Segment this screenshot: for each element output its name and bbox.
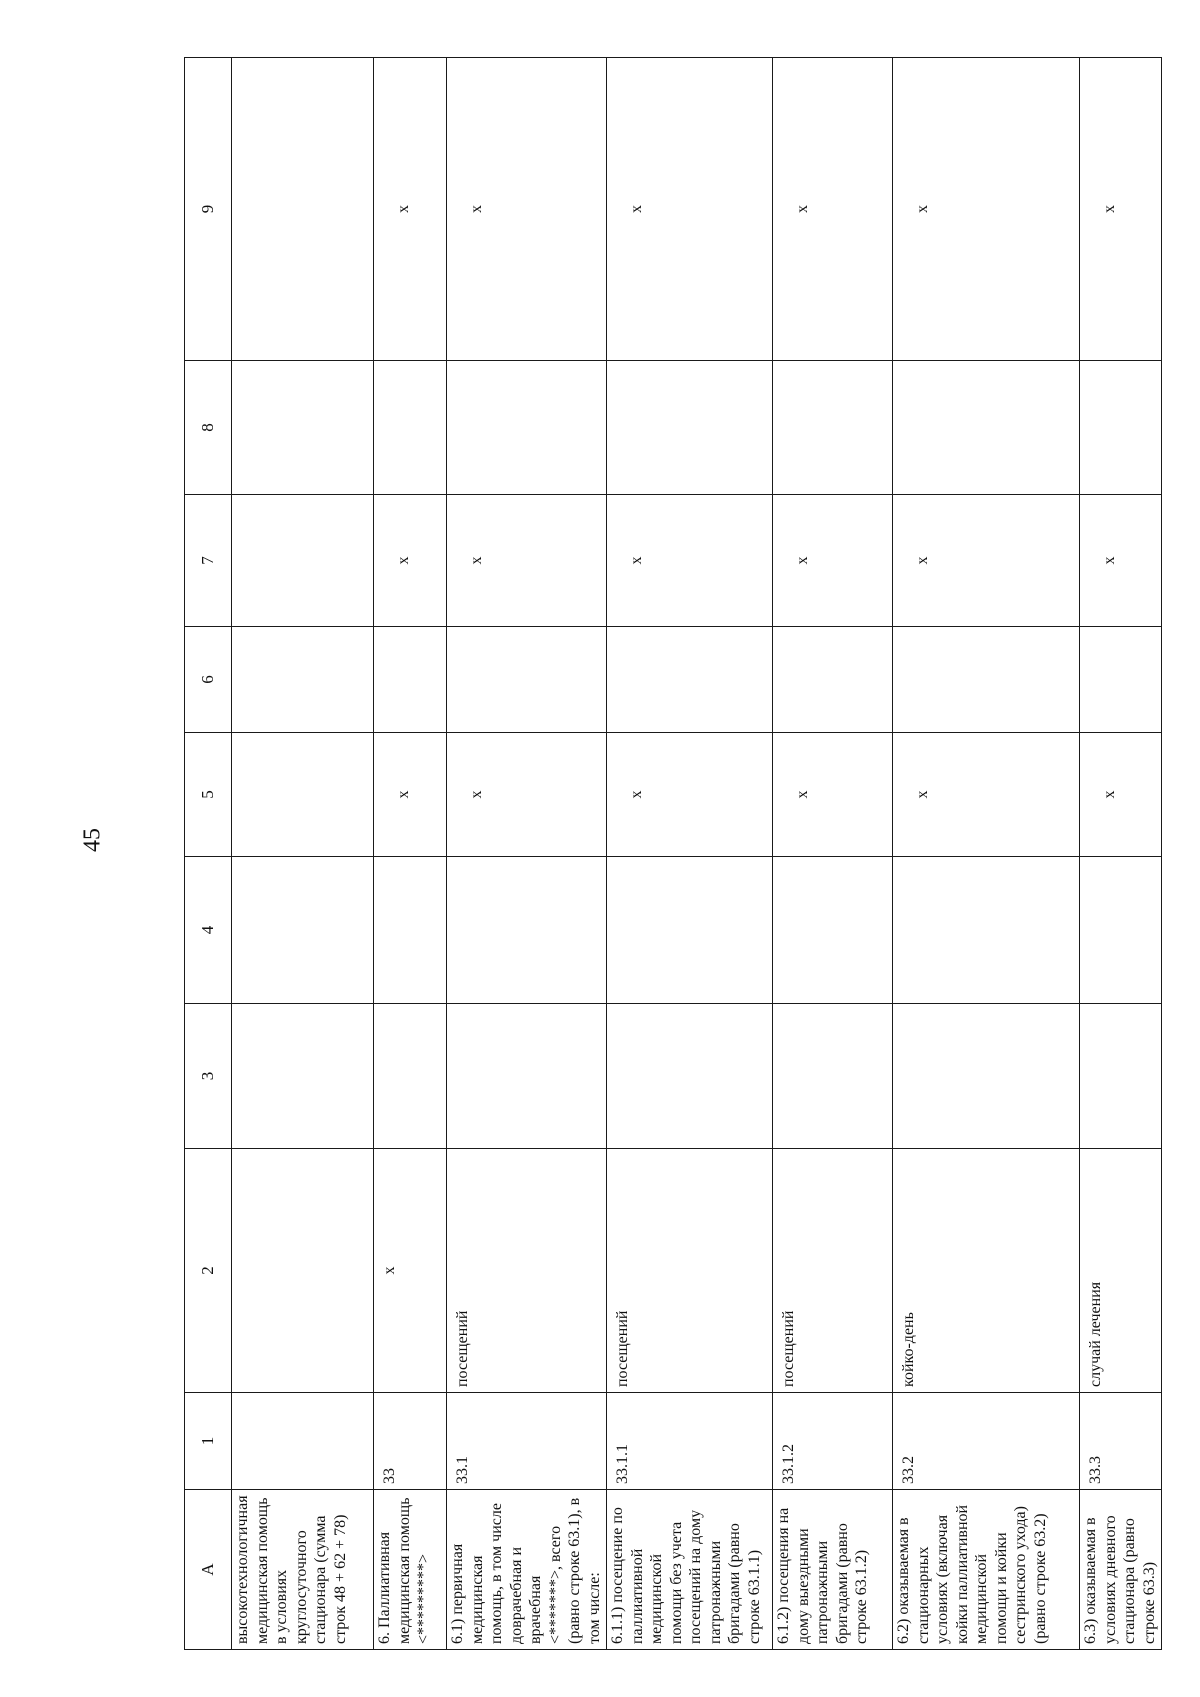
row-col4-cell	[232, 857, 374, 1004]
row-col8-cell	[447, 361, 607, 495]
header-cell-2: 2	[185, 1149, 232, 1393]
row-code-cell: 33.1	[447, 1393, 607, 1490]
row-col6-cell	[893, 627, 1080, 733]
row-col3-cell	[607, 1004, 773, 1149]
row-name-cell: 6.3) оказываемая в условиях дневного стационара (равно строке 63.3)	[1080, 1490, 1162, 1650]
row-col7-cell: х	[447, 495, 607, 627]
row-name-cell: высокотехнологичная медицинская помощь в условиях круглосуточного стационара (сумма строк 48 + 62 + 78)	[232, 1490, 374, 1650]
row-col8-cell	[374, 361, 447, 495]
table-row	[374, 58, 447, 1650]
row-col5-cell: х	[893, 733, 1080, 857]
row-col7-cell: х	[1080, 495, 1162, 627]
row-name-cell: 6.1.2) посещения на дому выездными патронажными бригадами (равно строке 63.1.2)	[773, 1490, 893, 1650]
row-col7-cell: х	[893, 495, 1080, 627]
table-row	[1080, 58, 1162, 1650]
row-name-cell: 6.1) первичная медицинская помощь, в том числе доврачебная и врачебная <*******>, всего (равно строке 63.1), в том числе:	[447, 1490, 607, 1650]
row-col8-cell	[1080, 361, 1162, 495]
header-cell-a: А	[185, 1490, 232, 1650]
header-cell-9: 9	[185, 58, 232, 361]
row-col7-cell: х	[773, 495, 893, 627]
row-col7-cell: х	[374, 495, 447, 627]
table-row	[773, 58, 893, 1650]
row-col4-cell	[773, 857, 893, 1004]
row-col8-cell	[773, 361, 893, 495]
row-col3-cell	[374, 1004, 447, 1149]
row-code-cell: 33.3	[1080, 1393, 1162, 1490]
header-cell-4: 4	[185, 857, 232, 1004]
header-cell-8: 8	[185, 361, 232, 495]
row-col6-cell	[1080, 627, 1162, 733]
row-col4-cell	[893, 857, 1080, 1004]
row-name-cell: 6.1.1) посещение по паллиативной медицинской помощи без учета посещений на дому патронажными бригадами (равно строке 63.1.1)	[607, 1490, 773, 1650]
row-col8-cell	[232, 361, 374, 495]
row-col8-cell	[607, 361, 773, 495]
header-cell-6: 6	[185, 627, 232, 733]
row-col9-cell	[232, 58, 374, 361]
row-unit-cell: посещений	[447, 1149, 607, 1393]
row-unit-cell: случай лечения	[1080, 1149, 1162, 1393]
row-name-cell: 6. Паллиативная медицинская помощь <*********>	[374, 1490, 447, 1650]
header-row	[185, 58, 232, 1650]
row-col9-cell: х	[607, 58, 773, 361]
row-col4-cell	[447, 857, 607, 1004]
row-unit-cell: х	[374, 1149, 447, 1393]
table-row	[607, 58, 773, 1650]
medical-care-table	[184, 57, 1162, 1650]
row-code-cell: 33.1.2	[773, 1393, 893, 1490]
row-col5-cell: х	[447, 733, 607, 857]
row-col9-cell: х	[1080, 58, 1162, 361]
row-unit-cell: койко-день	[893, 1149, 1080, 1393]
row-col3-cell	[773, 1004, 893, 1149]
page-number: 45	[79, 828, 106, 852]
row-code-cell: 33.1.1	[607, 1393, 773, 1490]
row-col8-cell	[893, 361, 1080, 495]
row-col6-cell	[607, 627, 773, 733]
row-col9-cell: х	[374, 58, 447, 361]
row-col4-cell	[1080, 857, 1162, 1004]
header-cell-5: 5	[185, 733, 232, 857]
row-unit-cell: посещений	[607, 1149, 773, 1393]
row-col4-cell	[374, 857, 447, 1004]
row-code-cell: 33.2	[893, 1393, 1080, 1490]
header-cell-7: 7	[185, 495, 232, 627]
rotated-table-container	[184, 58, 1158, 1650]
row-col3-cell	[1080, 1004, 1162, 1149]
row-col6-cell	[232, 627, 374, 733]
row-col3-cell	[893, 1004, 1080, 1149]
row-name-cell: 6.2) оказываемая в стационарных условиях (включая койки паллиативной медицинской помощи и койки сестринского ухода) (равно строке 63.2)	[893, 1490, 1080, 1650]
row-col5-cell	[232, 733, 374, 857]
row-col9-cell: х	[893, 58, 1080, 361]
row-col3-cell	[447, 1004, 607, 1149]
row-col4-cell	[607, 857, 773, 1004]
row-col5-cell: х	[1080, 733, 1162, 857]
row-code-cell	[232, 1393, 374, 1490]
table-row	[893, 58, 1080, 1650]
row-unit-cell	[232, 1149, 374, 1393]
header-cell-3: 3	[185, 1004, 232, 1149]
row-col6-cell	[773, 627, 893, 733]
row-col5-cell: х	[607, 733, 773, 857]
table-row	[232, 58, 374, 1650]
row-col9-cell: х	[773, 58, 893, 361]
table-row	[447, 58, 607, 1650]
header-cell-1: 1	[185, 1393, 232, 1490]
row-col9-cell: х	[447, 58, 607, 361]
row-col6-cell	[447, 627, 607, 733]
row-code-cell: 33	[374, 1393, 447, 1490]
row-col5-cell: х	[374, 733, 447, 857]
row-unit-cell: посещений	[773, 1149, 893, 1393]
row-col5-cell: х	[773, 733, 893, 857]
row-col7-cell	[232, 495, 374, 627]
row-col3-cell	[232, 1004, 374, 1149]
row-col7-cell: х	[607, 495, 773, 627]
row-col6-cell	[374, 627, 447, 733]
